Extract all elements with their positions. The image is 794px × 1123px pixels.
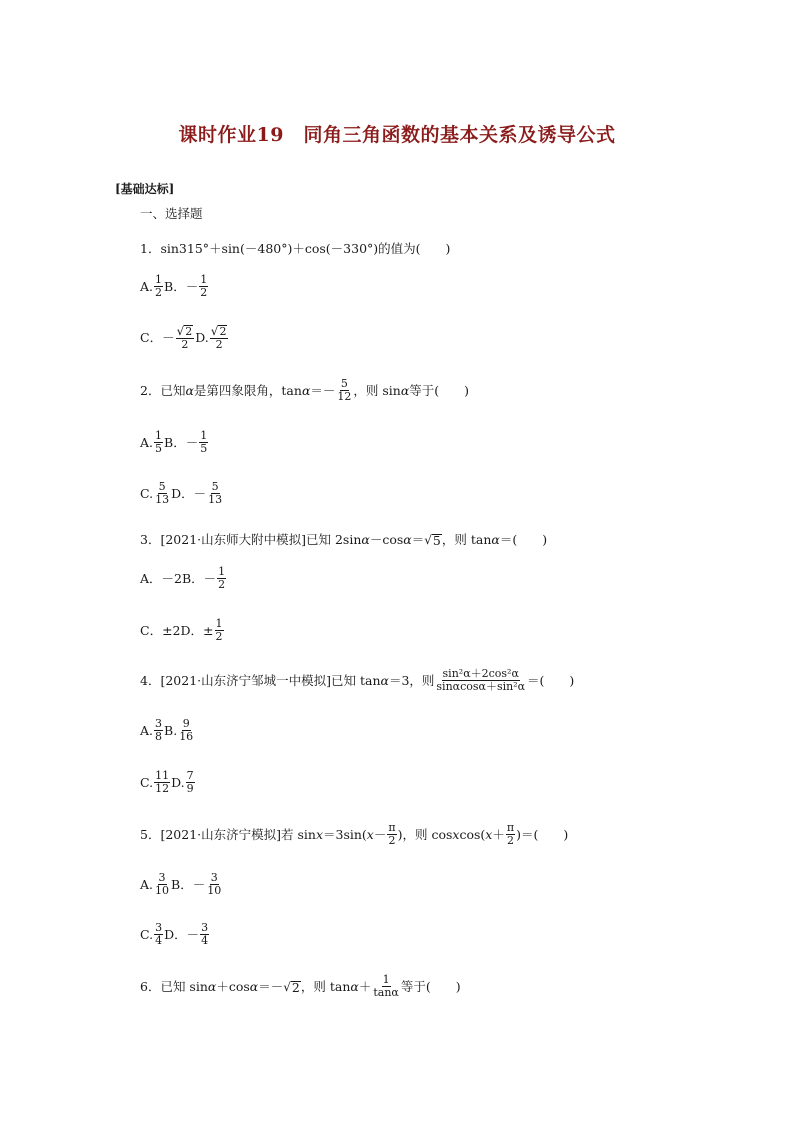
- option-b-label: B．－: [164, 278, 199, 294]
- option-a-fraction: $\frac{3}{10}$: [155, 871, 170, 897]
- option-a-fraction: $\frac{1}{2}$: [155, 273, 163, 299]
- question-2-options-ab: A. $\frac{1}{5}$ B．－ $\frac{1}{5}$: [140, 429, 208, 455]
- option-c-fraction: $\frac{11}{12}$: [155, 769, 170, 795]
- question-3-options-cd: C．±2 D．± $\frac{1}{2}$: [140, 617, 223, 643]
- option-b-fraction: $\frac{1}{2}$: [218, 565, 226, 591]
- section-heading: [基础达标]: [115, 182, 175, 196]
- sqrt-5: √ 5: [424, 533, 441, 548]
- pi-over-2: $\frac{\pi}{2}$: [506, 821, 515, 847]
- option-a-label: A.: [140, 278, 154, 294]
- option-d-fraction: $\frac{5}{13}$: [208, 480, 223, 506]
- option-d-fraction: $\frac{3}{4}$: [201, 921, 209, 947]
- question-2-options-cd: C. $\frac{5}{13}$ D．－ $\frac{5}{13}$: [140, 480, 223, 506]
- question-2-stem: 2．已知 α 是第四象限角，tan α ＝－ $\frac{5}{12}$ ，则 sin α 等于( ): [140, 377, 470, 403]
- option-b-fraction: $\frac{1}{5}$: [200, 429, 208, 455]
- question-4-options-cd: C. $\frac{11}{12}$ D. $\frac{7}{9}$: [140, 769, 194, 795]
- pi-over-2: $\frac{\pi}{2}$: [388, 821, 396, 847]
- question-4-fraction: $\frac{\text{sin²α＋2cos²α}}{\text{sinαcosα＋sin²α}}$: [436, 667, 526, 693]
- option-a-fraction: $\frac{1}{5}$: [155, 429, 163, 455]
- question-6-stem: 6．已知 sin α ＋cos α ＝－ √ 2 ，则 tan α ＋ $\frac{1}{\tan\alpha}$ 等于( ): [140, 973, 461, 999]
- question-3-stem: 3．[2021·山东师大附中模拟]已知 2sin α －cos α ＝ √ 5 ，则 tan α ＝( ): [140, 532, 548, 548]
- option-b-fraction: $\frac{3}{10}$: [207, 871, 222, 897]
- option-a-fraction: $\frac{3}{8}$: [155, 717, 163, 743]
- sqrt-2: √ 2: [283, 979, 300, 995]
- question-1-stem: 1．sin315°＋sin(－480°)＋cos(－330°)的值为( ): [140, 241, 451, 256]
- question-5-stem: 5．[2021·山东济宁模拟]若 sin x ＝3sin( x － $\frac{\pi}{2}$ )，则 cos x cos( x ＋ $\frac{\pi}{2}$ )＝( ): [140, 821, 569, 847]
- question-6-fraction: $\frac{1}{\tan\alpha}$: [373, 973, 399, 999]
- question-5-options-cd: C. $\frac{3}{4}$ D．－ $\frac{3}{4}$: [140, 921, 209, 947]
- option-d-fraction: √ 2 2: [210, 324, 227, 351]
- question-4-options-ab: A. $\frac{3}{8}$ B. $\frac{9}{16}$: [140, 717, 194, 743]
- question-5-options-ab: A. $\frac{3}{10}$ B．－ $\frac{3}{10}$: [140, 871, 222, 897]
- option-c-fraction: $\frac{3}{4}$: [155, 921, 163, 947]
- part-heading: 一、选择题: [140, 206, 203, 221]
- question-4-stem: 4．[2021·山东济宁邹城一中模拟]已知 tan α ＝3，则 $\frac{\text{sin²α＋2cos²α}}{\text{sinαcosα＋sin²α}}$ ＝( ): [140, 667, 575, 693]
- option-c-fraction: √ 2 2: [176, 324, 193, 351]
- option-b-fraction: $\frac{9}{16}$: [179, 717, 194, 743]
- option-d-label: D.: [195, 330, 209, 345]
- option-d-fraction: $\frac{7}{9}$: [186, 769, 194, 795]
- option-d-fraction: $\frac{1}{2}$: [215, 617, 223, 643]
- option-c-label: C．－: [140, 330, 175, 345]
- page-title: 课时作业19 同角三角函数的基本关系及诱导公式: [178, 124, 616, 146]
- question-3-options-ab: A．－2 B．－ $\frac{1}{2}$: [140, 565, 226, 591]
- question-2-fraction: $\frac{5}{12}$: [337, 377, 352, 403]
- question-1-options-ab: [140, 274, 209, 299]
- option-b-fraction: $\frac{1}{2}$: [200, 273, 208, 299]
- question-1-options-cd: [140, 325, 229, 351]
- option-c-fraction: $\frac{5}{13}$: [155, 480, 170, 506]
